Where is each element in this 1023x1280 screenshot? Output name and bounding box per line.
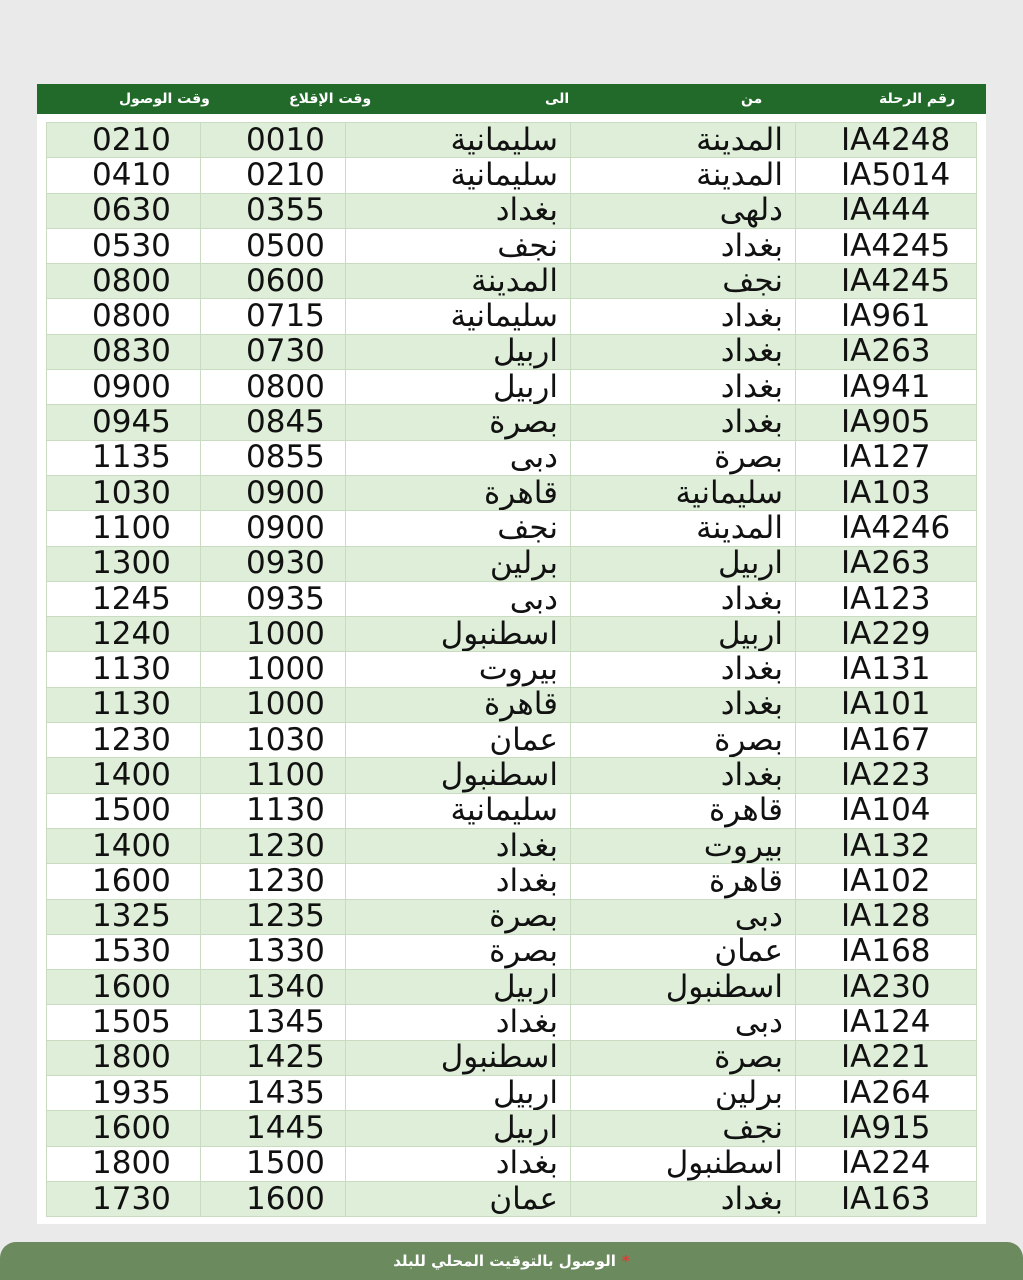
destination-cell: سليمانية	[346, 158, 571, 193]
table-row	[47, 475, 977, 510]
flight-number-cell: IA264	[796, 1076, 977, 1111]
flight-number-cell: IA132	[796, 828, 977, 863]
destination-cell: بغداد	[346, 1005, 571, 1040]
arrival-time-cell: 0945	[47, 405, 201, 440]
departure-time-cell: 1435	[201, 1076, 346, 1111]
table-row	[47, 228, 977, 263]
arrival-time-cell: 1030	[47, 475, 201, 510]
flight-number-cell: IA4245	[796, 228, 977, 263]
departure-time-cell: 1000	[201, 617, 346, 652]
origin-cell: قاهرة	[571, 793, 796, 828]
table-row	[47, 1076, 977, 1111]
origin-cell: عمان	[571, 934, 796, 969]
origin-cell: بصرة	[571, 440, 796, 475]
table-row	[47, 1146, 977, 1181]
departure-time-cell: 0845	[201, 405, 346, 440]
departure-time-cell: 1030	[201, 723, 346, 758]
departure-time-cell: 1330	[201, 934, 346, 969]
header-from: من	[741, 91, 763, 107]
flight-number-cell: IA224	[796, 1146, 977, 1181]
destination-cell: سليمانية	[346, 123, 571, 158]
arrival-time-cell: 1245	[47, 581, 201, 616]
header-departure: وقت الإقلاع	[289, 91, 372, 107]
arrival-time-cell: 1935	[47, 1076, 201, 1111]
origin-cell: بغداد	[571, 334, 796, 369]
origin-cell: اربيل	[571, 546, 796, 581]
departure-time-cell: 1445	[201, 1111, 346, 1146]
table-row	[47, 1111, 977, 1146]
departure-time-cell: 0930	[201, 546, 346, 581]
flight-number-cell: IA941	[796, 370, 977, 405]
flight-number-cell: IA229	[796, 617, 977, 652]
origin-cell: بغداد	[571, 687, 796, 722]
arrival-time-cell: 1325	[47, 899, 201, 934]
table-row	[47, 581, 977, 616]
origin-cell: قاهرة	[571, 864, 796, 899]
destination-cell: اسطنبول	[346, 1040, 571, 1075]
destination-cell: بصرة	[346, 934, 571, 969]
departure-time-cell: 1230	[201, 864, 346, 899]
arrival-time-cell: 0630	[47, 193, 201, 228]
destination-cell: اربيل	[346, 1111, 571, 1146]
table-row	[47, 405, 977, 440]
flight-number-cell: IA5014	[796, 158, 977, 193]
table-row	[47, 123, 977, 158]
arrival-time-cell: 1400	[47, 828, 201, 863]
arrival-time-cell: 0800	[47, 264, 201, 299]
flight-number-cell: IA163	[796, 1181, 977, 1216]
destination-cell: سليمانية	[346, 299, 571, 334]
origin-cell: المدينة	[571, 511, 796, 546]
flight-number-cell: IA128	[796, 899, 977, 934]
departure-time-cell: 0600	[201, 264, 346, 299]
origin-cell: بغداد	[571, 228, 796, 263]
destination-cell: بغداد	[346, 1146, 571, 1181]
departure-time-cell: 0935	[201, 581, 346, 616]
arrival-time-cell: 1240	[47, 617, 201, 652]
departure-time-cell: 1000	[201, 687, 346, 722]
departure-time-cell: 0355	[201, 193, 346, 228]
table-row	[47, 1005, 977, 1040]
arrival-time-cell: 1600	[47, 970, 201, 1005]
departure-time-cell: 1130	[201, 793, 346, 828]
header-flight-number: رقم الرحلة	[879, 91, 956, 107]
arrival-time-cell: 1130	[47, 652, 201, 687]
flight-number-cell: IA124	[796, 1005, 977, 1040]
destination-cell: عمان	[346, 1181, 571, 1216]
destination-cell: بغداد	[346, 828, 571, 863]
destination-cell: بصرة	[346, 405, 571, 440]
flight-number-cell: IA223	[796, 758, 977, 793]
table-row	[47, 193, 977, 228]
destination-cell: بغداد	[346, 193, 571, 228]
origin-cell: دلهى	[571, 193, 796, 228]
header-arrival: وقت الوصول	[119, 91, 210, 107]
footer-bar	[0, 1242, 1023, 1280]
destination-cell: دبى	[346, 440, 571, 475]
origin-cell: بغداد	[571, 652, 796, 687]
arrival-time-cell: 0800	[47, 299, 201, 334]
table-row	[47, 299, 977, 334]
header-to: الى	[545, 91, 570, 107]
departure-time-cell: 0900	[201, 511, 346, 546]
arrival-time-cell: 1130	[47, 687, 201, 722]
arrival-time-cell: 1800	[47, 1146, 201, 1181]
local-time-note: الوصول بالتوقيت المحلي للبلد	[393, 1252, 616, 1270]
origin-cell: دبى	[571, 899, 796, 934]
origin-cell: نجف	[571, 1111, 796, 1146]
flight-number-cell: IA167	[796, 723, 977, 758]
origin-cell: اسطنبول	[571, 1146, 796, 1181]
origin-cell: بغداد	[571, 370, 796, 405]
arrival-time-cell: 1730	[47, 1181, 201, 1216]
table-row	[47, 440, 977, 475]
origin-cell: اربيل	[571, 617, 796, 652]
arrival-time-cell: 1800	[47, 1040, 201, 1075]
table-row	[47, 758, 977, 793]
destination-cell: اربيل	[346, 334, 571, 369]
flight-number-cell: IA221	[796, 1040, 977, 1075]
origin-cell: بغداد	[571, 405, 796, 440]
destination-cell: بصرة	[346, 899, 571, 934]
flight-number-cell: IA131	[796, 652, 977, 687]
note-marker: *	[621, 1252, 630, 1270]
departure-time-cell: 0715	[201, 299, 346, 334]
arrival-time-cell: 0410	[47, 158, 201, 193]
arrival-time-cell: 1230	[47, 723, 201, 758]
flight-schedule-table	[46, 122, 977, 1217]
table-row	[47, 158, 977, 193]
table-row	[47, 334, 977, 369]
destination-cell: قاهرة	[346, 475, 571, 510]
flight-number-cell: IA905	[796, 405, 977, 440]
departure-time-cell: 1345	[201, 1005, 346, 1040]
flight-number-cell: IA104	[796, 793, 977, 828]
flight-number-cell: IA103	[796, 475, 977, 510]
table-row	[47, 723, 977, 758]
destination-cell: برلين	[346, 546, 571, 581]
destination-cell: اربيل	[346, 1076, 571, 1111]
departure-time-cell: 0855	[201, 440, 346, 475]
destination-cell: بيروت	[346, 652, 571, 687]
departure-time-cell: 1600	[201, 1181, 346, 1216]
flight-number-cell: IA915	[796, 1111, 977, 1146]
departure-time-cell: 0010	[201, 123, 346, 158]
arrival-time-cell: 1100	[47, 511, 201, 546]
table-row	[47, 899, 977, 934]
departure-time-cell: 0210	[201, 158, 346, 193]
origin-cell: بغداد	[571, 299, 796, 334]
destination-cell: اسطنبول	[346, 758, 571, 793]
origin-cell: سليمانية	[571, 475, 796, 510]
destination-cell: اربيل	[346, 970, 571, 1005]
departure-time-cell: 1500	[201, 1146, 346, 1181]
arrival-time-cell: 1400	[47, 758, 201, 793]
schedule-rows	[47, 123, 977, 1217]
arrival-time-cell: 1500	[47, 793, 201, 828]
departure-time-cell: 1340	[201, 970, 346, 1005]
destination-cell: المدينة	[346, 264, 571, 299]
flight-number-cell: IA961	[796, 299, 977, 334]
schedule-panel	[37, 114, 986, 1224]
departure-time-cell: 1100	[201, 758, 346, 793]
departure-time-cell: 1000	[201, 652, 346, 687]
destination-cell: قاهرة	[346, 687, 571, 722]
origin-cell: نجف	[571, 264, 796, 299]
flight-number-cell: IA127	[796, 440, 977, 475]
departure-time-cell: 0800	[201, 370, 346, 405]
table-row	[47, 864, 977, 899]
departure-time-cell: 0900	[201, 475, 346, 510]
arrival-time-cell: 0210	[47, 123, 201, 158]
flight-number-cell: IA263	[796, 334, 977, 369]
origin-cell: المدينة	[571, 123, 796, 158]
arrival-time-cell: 0830	[47, 334, 201, 369]
origin-cell: بيروت	[571, 828, 796, 863]
origin-cell: بصرة	[571, 1040, 796, 1075]
arrival-time-cell: 1300	[47, 546, 201, 581]
destination-cell: اربيل	[346, 370, 571, 405]
table-row	[47, 793, 977, 828]
table-row	[47, 370, 977, 405]
table-row	[47, 687, 977, 722]
arrival-time-cell: 0530	[47, 228, 201, 263]
origin-cell: دبى	[571, 1005, 796, 1040]
destination-cell: نجف	[346, 511, 571, 546]
table-row	[47, 617, 977, 652]
table-row	[47, 546, 977, 581]
flight-number-cell: IA4248	[796, 123, 977, 158]
origin-cell: المدينة	[571, 158, 796, 193]
table-row	[47, 264, 977, 299]
origin-cell: برلين	[571, 1076, 796, 1111]
destination-cell: نجف	[346, 228, 571, 263]
flight-number-cell: IA168	[796, 934, 977, 969]
destination-cell: سليمانية	[346, 793, 571, 828]
flight-number-cell: IA4246	[796, 511, 977, 546]
table-header	[37, 84, 986, 114]
table-row	[47, 511, 977, 546]
flight-number-cell: IA123	[796, 581, 977, 616]
arrival-time-cell: 1505	[47, 1005, 201, 1040]
table-row	[47, 970, 977, 1005]
arrival-time-cell: 1530	[47, 934, 201, 969]
departure-time-cell: 1235	[201, 899, 346, 934]
table-row	[47, 828, 977, 863]
origin-cell: بغداد	[571, 1181, 796, 1216]
destination-cell: بغداد	[346, 864, 571, 899]
table-row	[47, 1040, 977, 1075]
arrival-time-cell: 1135	[47, 440, 201, 475]
flight-number-cell: IA230	[796, 970, 977, 1005]
destination-cell: عمان	[346, 723, 571, 758]
flight-number-cell: IA102	[796, 864, 977, 899]
arrival-time-cell: 0900	[47, 370, 201, 405]
origin-cell: اسطنبول	[571, 970, 796, 1005]
arrival-time-cell: 1600	[47, 1111, 201, 1146]
origin-cell: بغداد	[571, 758, 796, 793]
flight-number-cell: IA444	[796, 193, 977, 228]
arrival-time-cell: 1600	[47, 864, 201, 899]
flight-number-cell: IA4245	[796, 264, 977, 299]
table-row	[47, 934, 977, 969]
flight-number-cell: IA263	[796, 546, 977, 581]
departure-time-cell: 1425	[201, 1040, 346, 1075]
flight-number-cell: IA101	[796, 687, 977, 722]
table-row	[47, 652, 977, 687]
departure-time-cell: 1230	[201, 828, 346, 863]
destination-cell: اسطنبول	[346, 617, 571, 652]
origin-cell: بصرة	[571, 723, 796, 758]
departure-time-cell: 0500	[201, 228, 346, 263]
departure-time-cell: 0730	[201, 334, 346, 369]
table-row	[47, 1181, 977, 1216]
destination-cell: دبى	[346, 581, 571, 616]
origin-cell: بغداد	[571, 581, 796, 616]
footer-note	[0, 1242, 1023, 1280]
